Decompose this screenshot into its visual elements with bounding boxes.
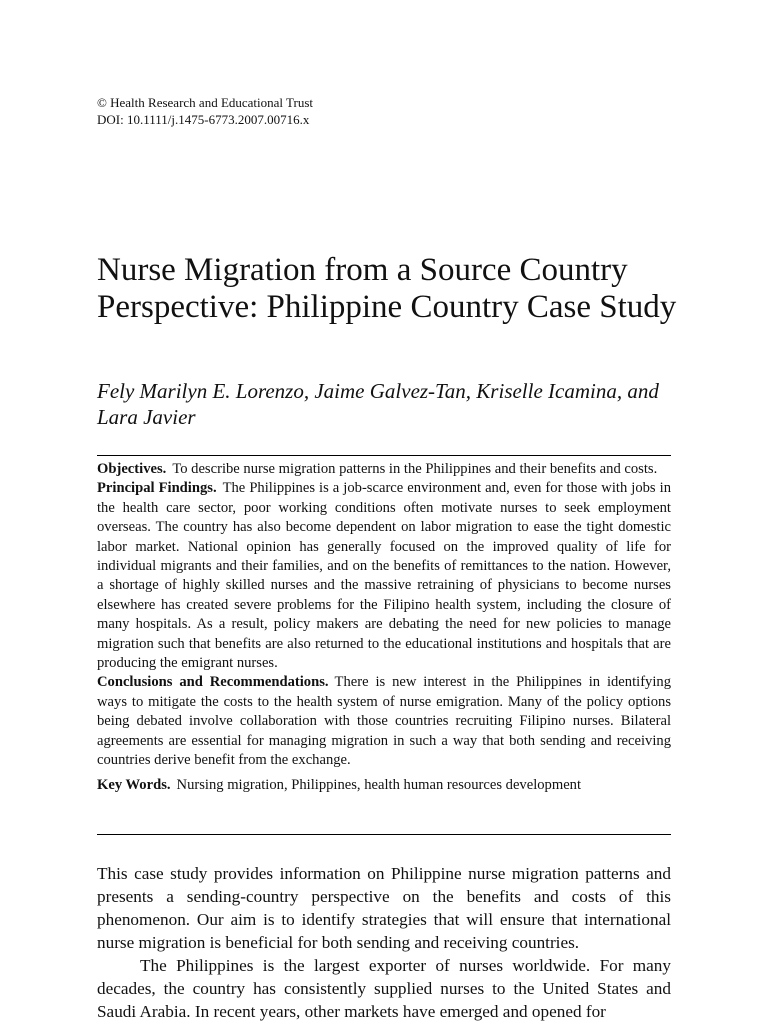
abstract-bottom-rule bbox=[97, 834, 671, 835]
conclusions-text: There is new interest in the Philippines in identifying ways to mitigate the costs to the health system of nurse emigration. Many of the policy options being debated involve collaboration with those countries recruiting Filipino nurses. Bilateral agreements are essential for managing migration in such a way that both sending and receiving countries derive benefit from the exchange. bbox=[97, 674, 671, 769]
copyright-notice: © Health Research and Educational Trust bbox=[97, 95, 314, 110]
principal-findings-heading: Principal Findings. bbox=[97, 480, 217, 497]
principal-findings-text: The Philippines is a job-scarce environment and, even for those with jobs in the health care sector, poor working conditions often motivate nurses to seek employment overseas. The country has also become dependent on labor migration to ease the tight domestic labor market. National opinion has generally focused on the improved quality of life for individual migrants and their families, and on the benefits of remittances to the nation. However, a shortage of highly skilled nurses and the massive retraining of physicians to become nurses elsewhere has created severe problems for the Filipino health system, including the closure of many hospitals. As a result, policy makers are debating the need for new policies to manage migration such that benefits are also returned to the educational institutions and hospitals that are producing the emigrant nurses. bbox=[97, 480, 671, 672]
abstract bbox=[97, 460, 671, 795]
key-words-text: Nursing migration, Philippines, health human resources development bbox=[176, 776, 582, 793]
doi-link[interactable]: DOI: 10.1111/j.1475-6773.2007.00716.x bbox=[97, 112, 310, 127]
body-paragraph: The Philippines is the largest exporter of nurses worldwide. For many decades, the country has consistently supplied nurses to the United States and Saudi Arabia. In recent years, other markets have emerged and opened for bbox=[97, 956, 671, 1021]
objectives-text: To describe nurse migration patterns in the Philippines and their benefits and costs. bbox=[172, 461, 658, 477]
author-list: Fely Marilyn E. Lorenzo, Jaime Galvez-Tan, Kriselle Icamina, and Lara Javier bbox=[97, 379, 659, 429]
objectives-heading: Objectives. bbox=[97, 461, 167, 477]
abstract-top-rule bbox=[97, 455, 671, 456]
abstract-principal-findings bbox=[97, 479, 671, 673]
article-body bbox=[97, 862, 671, 1023]
key-words-heading: Key Words. bbox=[97, 776, 171, 793]
article-title: Nurse Migration from a Source Country Perspective: Philippine Country Case Study bbox=[97, 252, 677, 325]
conclusions-heading: Conclusions and Recommendations. bbox=[97, 674, 329, 691]
body-paragraph: This case study provides information on Philippine nurse migration patterns and presents a sending-country perspective on the benefits and costs of this phenomenon. Our aim is to identify strategies that will ensure that international nurse migration is beneficial for both sending and receiving countries. bbox=[97, 864, 671, 952]
abstract-key-words bbox=[97, 776, 671, 795]
journal-header bbox=[97, 94, 313, 128]
abstract-objectives bbox=[97, 460, 671, 479]
abstract-conclusions bbox=[97, 673, 671, 770]
